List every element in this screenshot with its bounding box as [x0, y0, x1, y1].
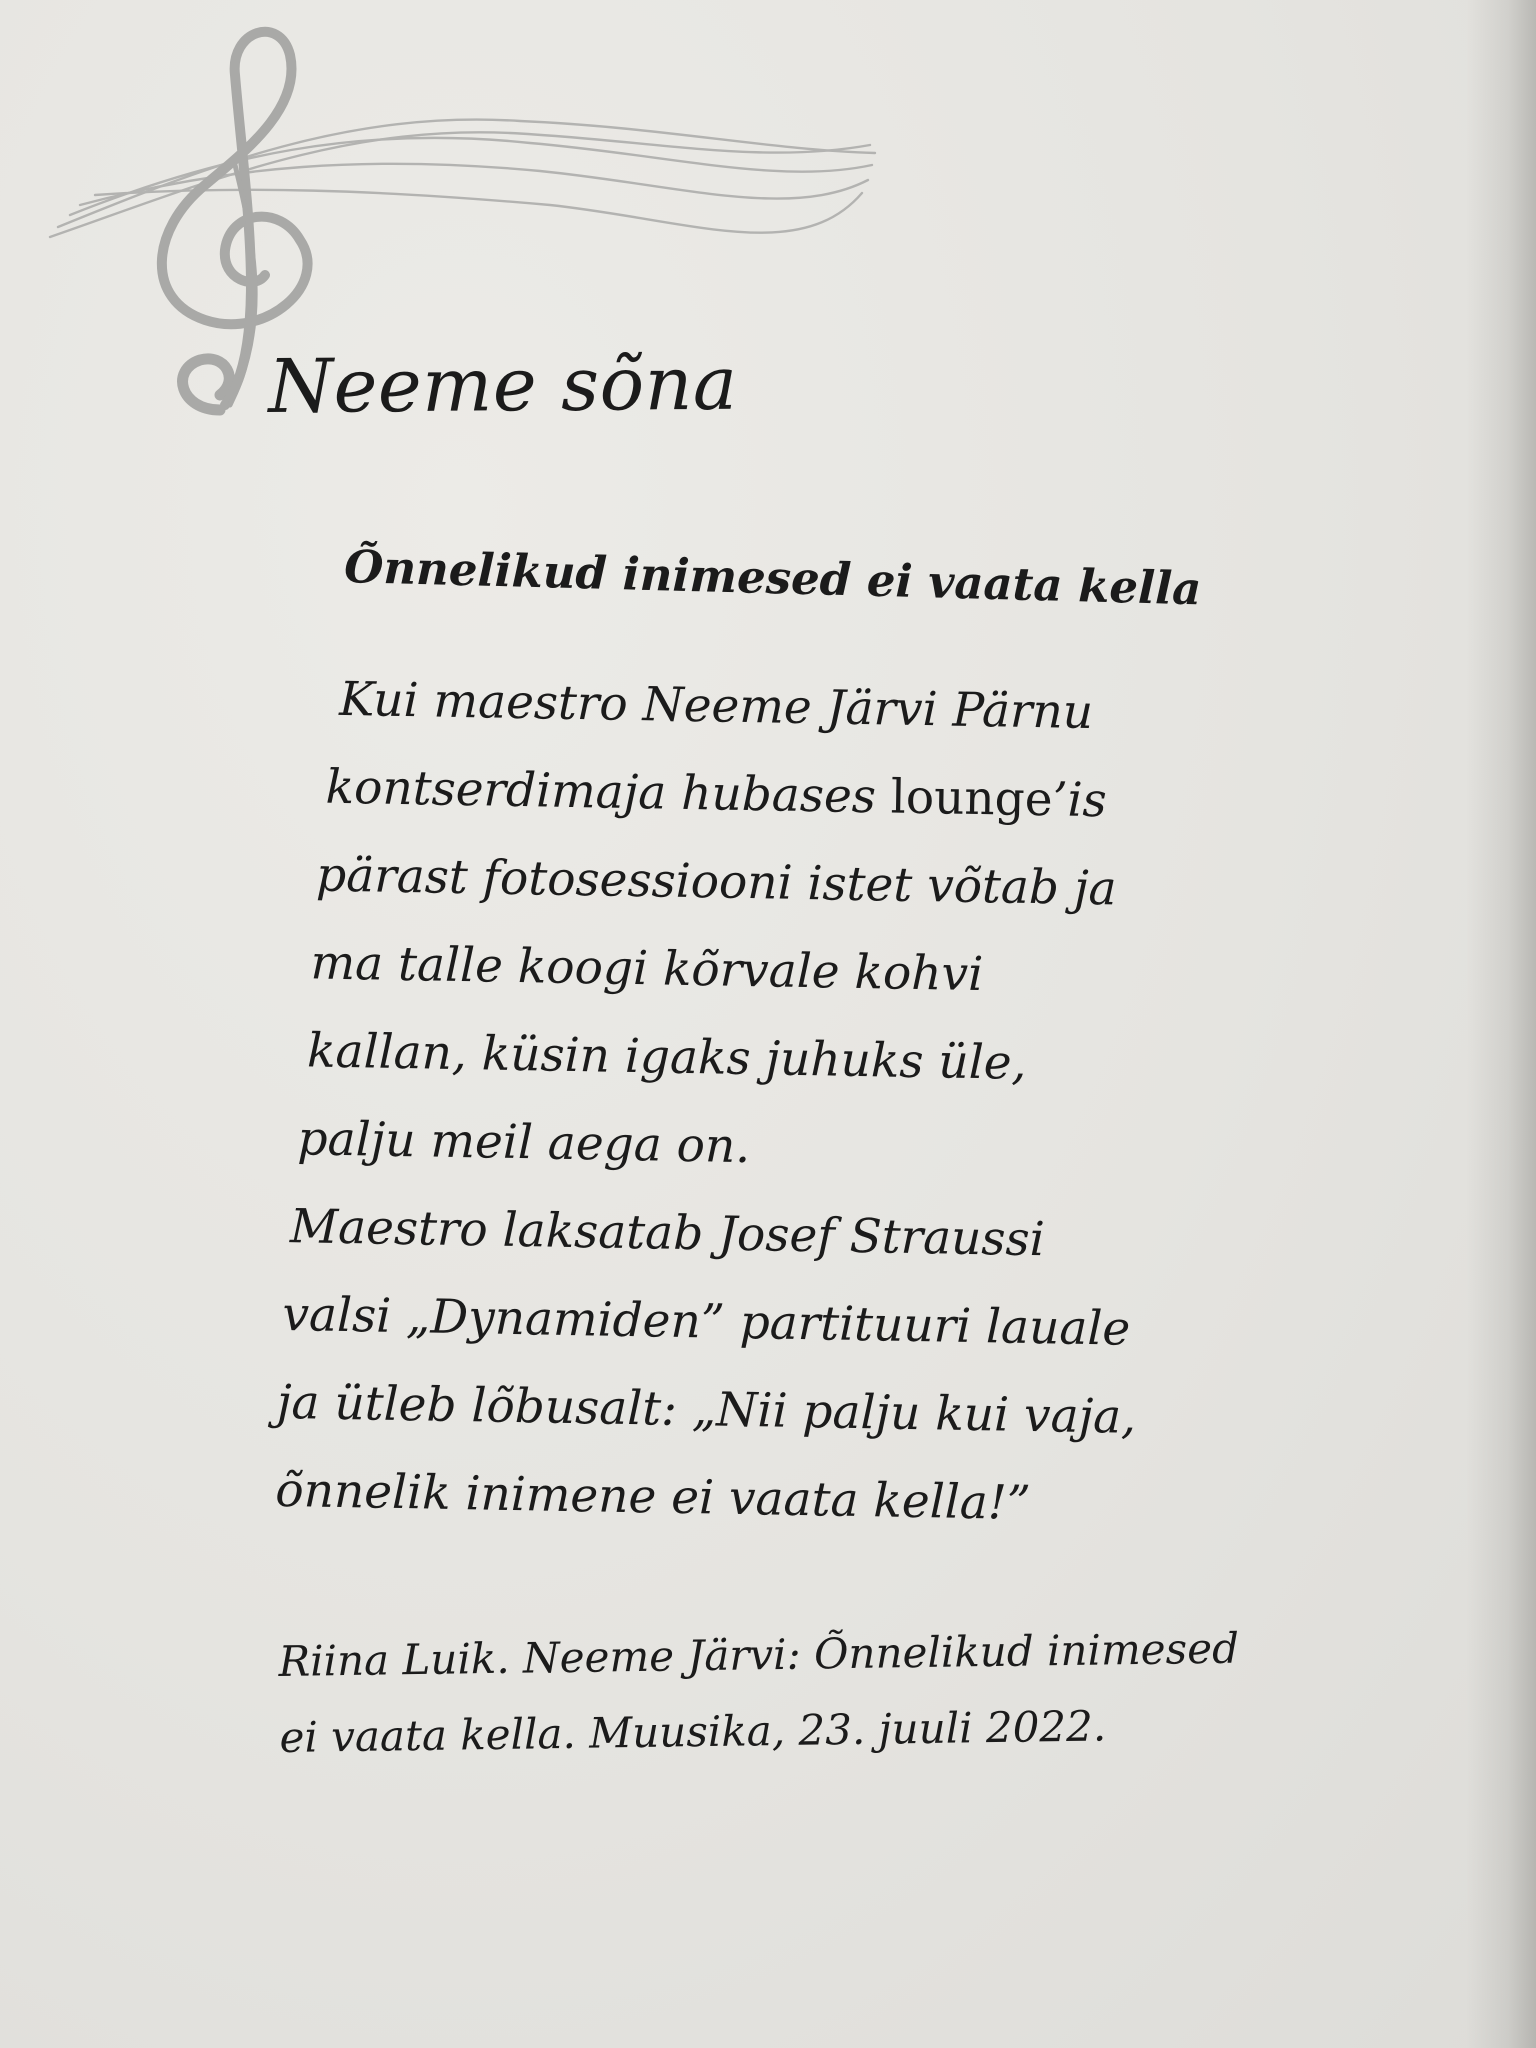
quote-paragraph — [275, 655, 1150, 1550]
page-gutter-shadow — [1466, 0, 1536, 2048]
paragraph-text-run: ’is — [1052, 772, 1108, 829]
paragraph-text-run: kontserdimaja hubases — [325, 759, 892, 825]
paragraph-text-run: valsi „Dynamiden” partituuri lauale — [282, 1286, 1131, 1357]
paragraph-line — [278, 1271, 1139, 1374]
paragraph-line — [282, 1007, 1143, 1110]
paragraph-text-run: Kui maestro Neeme Järvi Pärnu — [338, 671, 1094, 741]
paragraph-text-run: ja ütleb lõbusalt: „Nii palju kui vaja, — [276, 1374, 1137, 1445]
paragraph-line — [284, 919, 1145, 1022]
paragraph-line — [288, 655, 1149, 758]
citation-line: Riina Luik. Neeme Järvi: Õnnelikud inimesed — [278, 1623, 1240, 1686]
paragraph-text-run: Maestro laksatab Josef Straussi — [289, 1199, 1046, 1268]
paragraph-line — [281, 1095, 1142, 1198]
paragraph-text-run: õnnelik inimene ei vaata kella!” — [274, 1462, 1032, 1532]
citation-line: ei vaata kella. Muusika, 23. juuli 2022. — [279, 1701, 1107, 1762]
citation — [278, 1611, 1240, 1776]
paragraph-line — [287, 743, 1148, 846]
paragraph-line — [279, 1183, 1140, 1286]
page-title: Neeme sõna — [268, 340, 738, 430]
paragraph-text-run: pärast fotosessiooni istet võtab ja — [315, 847, 1118, 917]
paragraph-line — [285, 831, 1146, 934]
paragraph-text-run: palju meil aega on. — [297, 1111, 751, 1175]
section-heading: Õnnelikud inimesed ei vaata kella — [343, 540, 1203, 616]
paragraph-text-run: ma talle koogi kõrvale kohvi — [310, 935, 984, 1003]
paragraph-text-run: kallan, küsin igaks juhuks üle, — [306, 1023, 1027, 1091]
paragraph-line — [276, 1359, 1137, 1462]
paragraph-line — [275, 1447, 1136, 1550]
paragraph-text-run: lounge — [890, 769, 1054, 828]
